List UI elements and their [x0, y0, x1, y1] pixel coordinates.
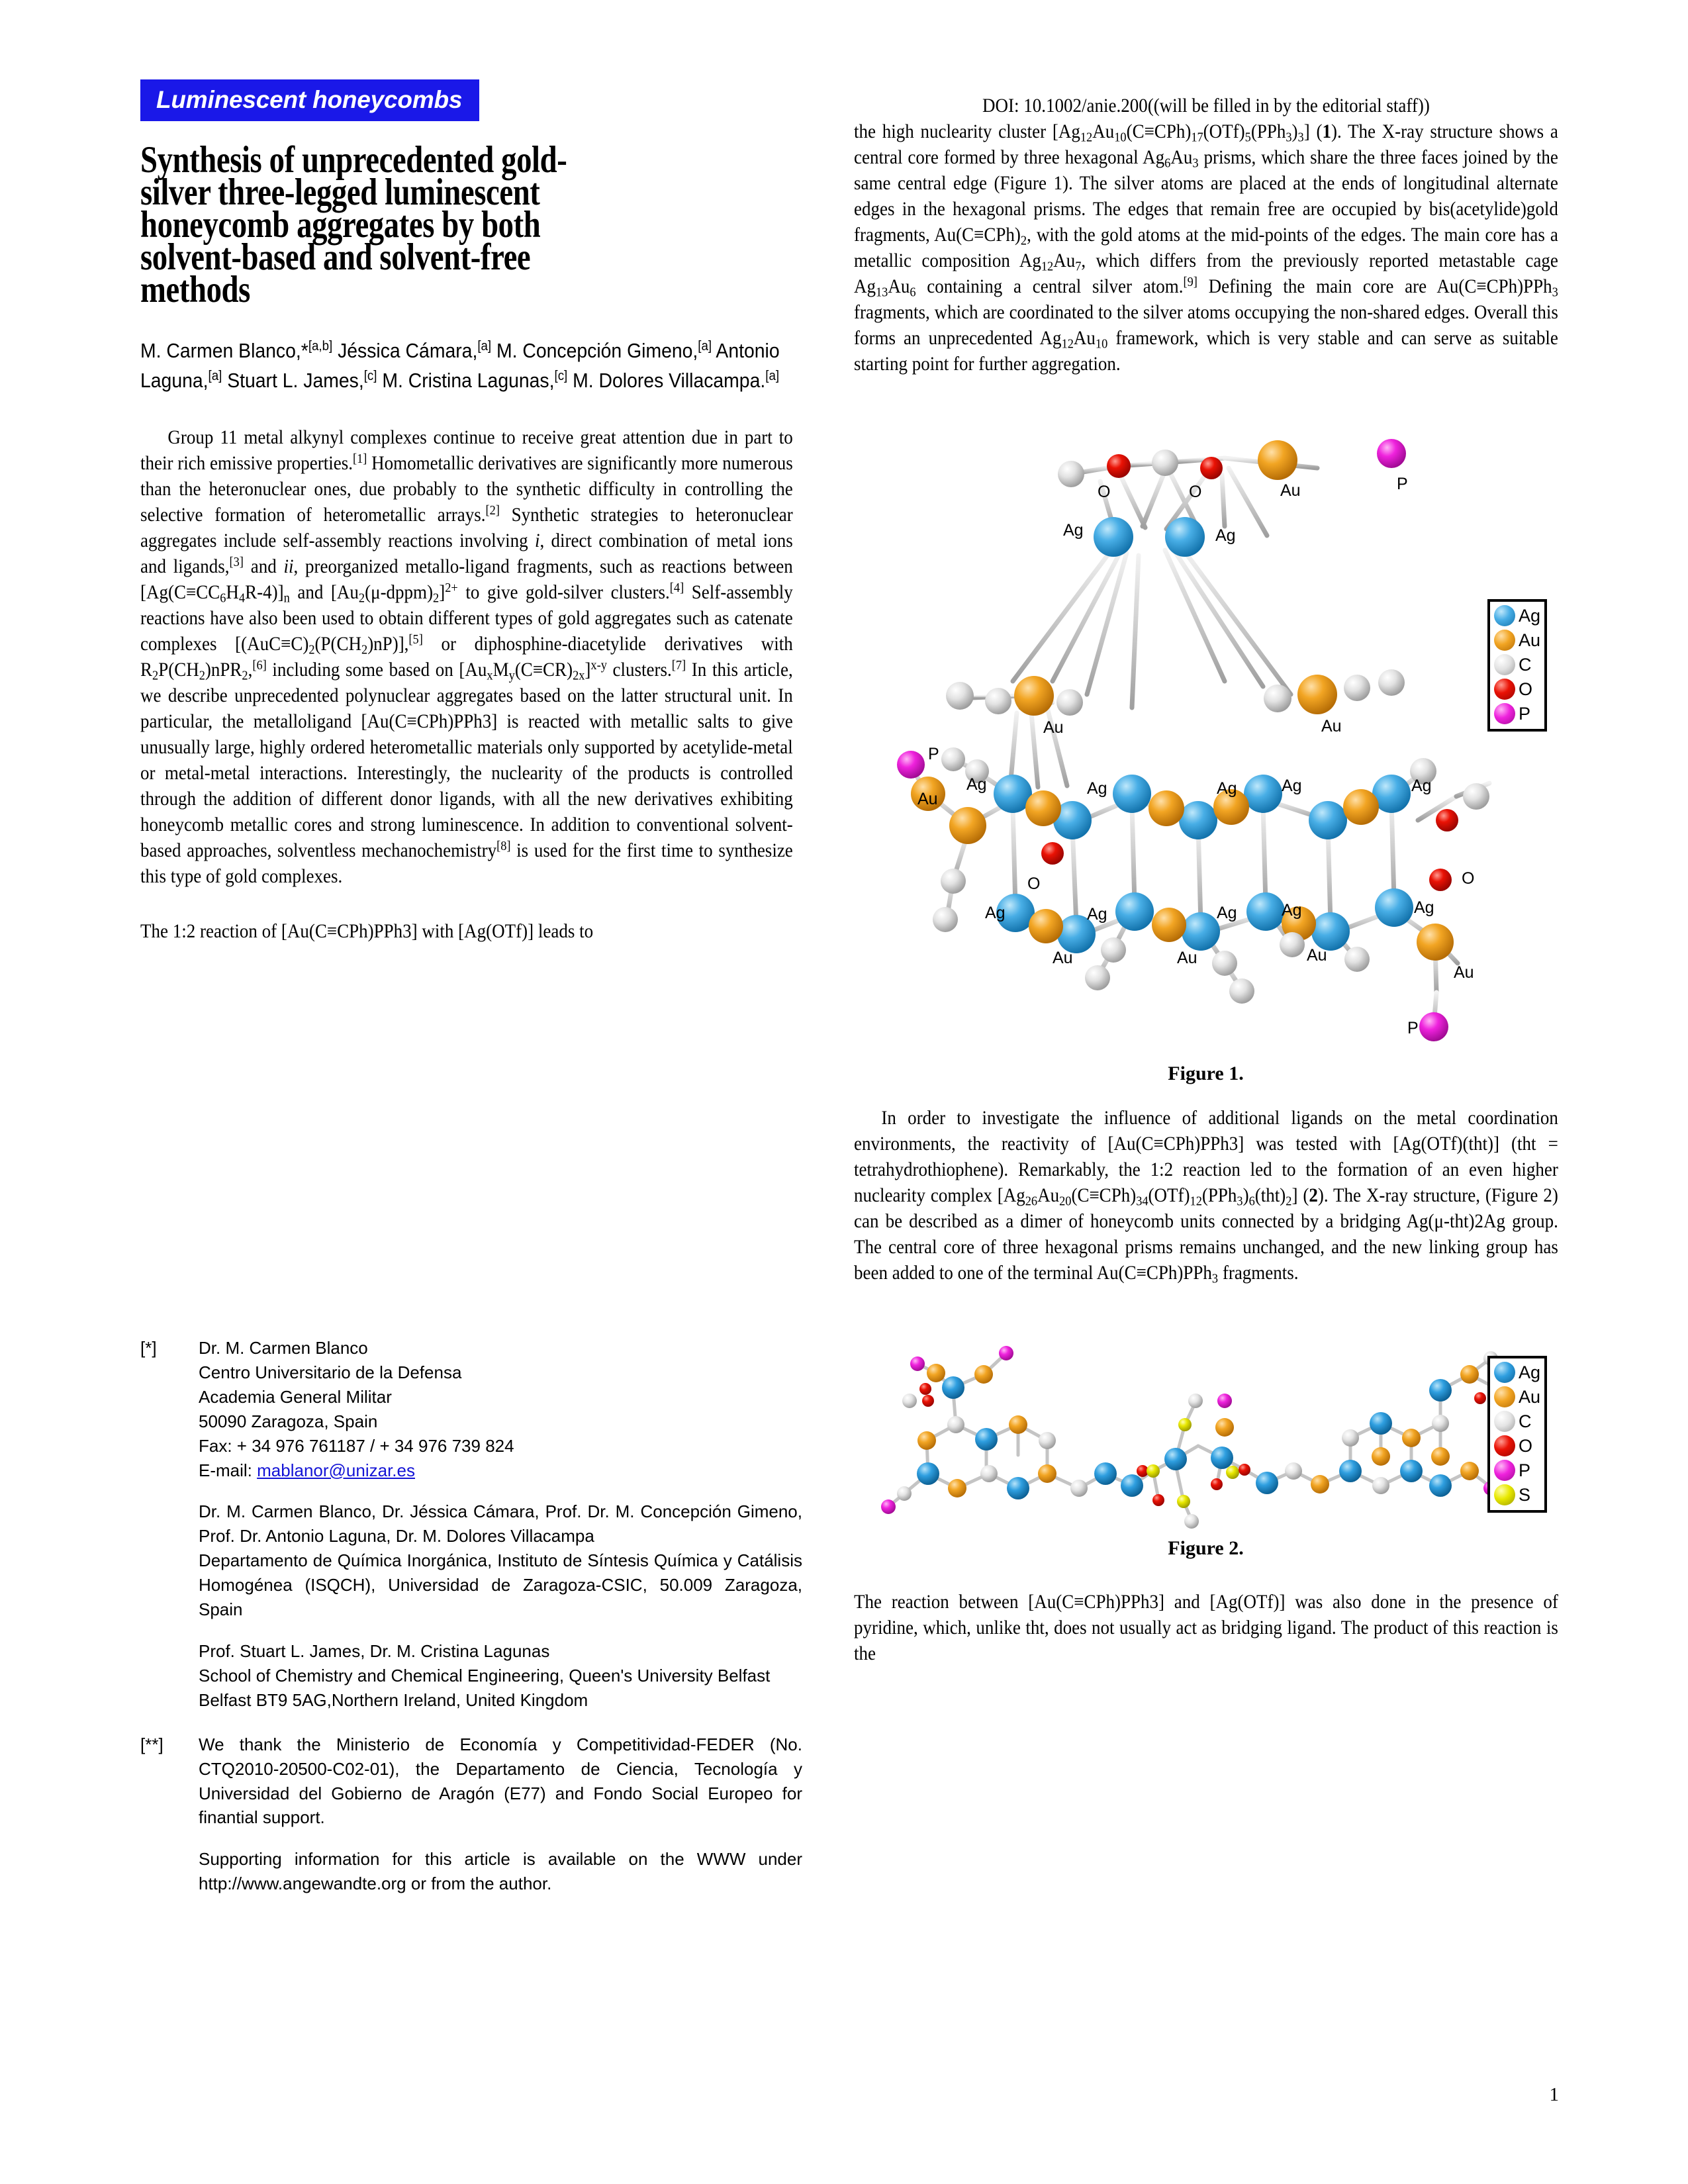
supporting-info-text: Supporting information for this article is available on the WWW under http://www.angewandte.org or from the author. [199, 1849, 802, 1894]
svg-text:Au: Au [1454, 963, 1474, 982]
footnote-acknowledgment [140, 1733, 802, 1896]
svg-text:Ag: Ag [985, 904, 1006, 922]
affiliation-a-names: Dr. M. Carmen Blanco, Dr. Jéssica Cámara, Prof. Dr. M. Concepción Gimeno, Prof. Dr. Antonio Laguna, Dr. M. Dolores Villacampa [199, 1501, 802, 1546]
legend-label-o: O [1518, 679, 1532, 699]
legend-item-c [1494, 653, 1540, 676]
figure-1-legend [1487, 599, 1547, 732]
legend2-item-o [1494, 1435, 1540, 1457]
figure-2-structure [854, 1308, 1558, 1533]
svg-text:P: P [1397, 475, 1408, 493]
contact-email-line [199, 1458, 802, 1483]
title-line-2: silver three-legged luminescent [140, 171, 540, 214]
legend2-item-ag [1494, 1361, 1540, 1384]
footnote-marker-star: [*] [140, 1338, 157, 1358]
legend-label-au: Au [1518, 630, 1540, 650]
legend-item-au [1494, 629, 1540, 651]
legend2-item-c [1494, 1410, 1540, 1433]
legend2-item-p [1494, 1459, 1540, 1482]
figure-2-legend [1487, 1356, 1547, 1513]
doi-line: DOI: 10.1002/anie.200((will be filled in by the editorial staff)) [982, 95, 1430, 117]
sphere-ag-icon [1494, 605, 1515, 626]
affiliation-c-address: Belfast BT9 5AG,Northern Ireland, United Kingdom [199, 1689, 588, 1710]
svg-text:Ag: Ag [1411, 777, 1432, 795]
figure-2-caption: Figure 2. [1168, 1537, 1244, 1559]
right-paragraph-3: The reaction between [Au(C≡CPh)PPh3] and [Ag(OTf)] was also done in the presence of pyridine, which, unlike tht, does not usually act as bridging ligand. The product of this reaction is the [854, 1591, 1558, 1664]
svg-text:Ag: Ag [1215, 526, 1236, 545]
svg-text:O: O [1189, 483, 1202, 501]
svg-text:Ag: Ag [1087, 905, 1107, 924]
legend-label-p: P [1518, 703, 1530, 724]
keyword-banner: Luminescent honeycombs [140, 79, 479, 121]
contact-fax: Fax: + 34 976 761187 / + 34 976 739 824 [199, 1435, 514, 1456]
footnote-marker-doublestar: [**] [140, 1734, 164, 1754]
right-paragraph-1: the high nuclearity cluster $[Ag_{12}Au_{10}(C\equiv CPh)_{17}(OTf)_5(PPh_3)_3]$ (1). The X-ray structure shows a central core formed by three hexagonal $Ag_6Au_3$ prisms, which share the three faces joined by the same central edge (Figure 1). The silver atoms are placed at the ends of longitudinal alternate edges in the hexagonal prisms. The edges that remain free are occupied by bis(acetylide)gold fragments, $Au(C\equiv CPh)_2$, with the gold atoms at the mid-points of the edges. The main core has a metallic composition $Ag_{12}Au_7$, which differs from the previously reported metastable cage $Ag_{13}Au_6$ containing a central silver atom.[9] Defining the main core are Au(C≡CPh)PPh$_3$ fragments, which are coordinated to the silver atoms occupying the non-shared edges. Overall this forms an unprecedented $Ag_{12}Au_{10}$ framework, which is very stable and can serve as suitable starting point for further aggregation. [854, 120, 1558, 375]
legend-item-p [1494, 702, 1540, 725]
legend2-label-o: O [1518, 1435, 1532, 1456]
svg-text:Au: Au [1307, 946, 1327, 965]
title-line-1: Synthesis of unprecedented gold- [140, 139, 567, 181]
svg-text:Ag: Ag [966, 775, 987, 794]
right-column [854, 93, 1558, 1666]
sphere-ag-icon [1494, 1362, 1515, 1383]
sphere-c-icon [1494, 1411, 1515, 1432]
sphere-s-icon [1494, 1484, 1515, 1505]
legend2-label-au: Au [1518, 1386, 1540, 1407]
figure-1-caption: Figure 1. [1168, 1063, 1244, 1084]
legend-label-c: C [1518, 654, 1532, 675]
svg-text:Ag: Ag [1414, 898, 1434, 917]
figure-1-structure [854, 397, 1558, 1059]
svg-text:Ag: Ag [1282, 777, 1302, 795]
sphere-au-icon [1494, 630, 1515, 651]
legend2-label-p: P [1518, 1460, 1530, 1480]
title-line-3: honeycomb aggregates by both [140, 204, 541, 246]
affiliation-c-school: School of Chemistry and Chemical Engineering, Queen's University Belfast [199, 1665, 771, 1685]
legend-item-ag [1494, 604, 1540, 627]
contact-institute: Centro Universitario de la Defensa [199, 1362, 462, 1382]
page-title [140, 139, 787, 311]
legend2-label-s: S [1518, 1484, 1530, 1505]
title-line-5: methods [140, 269, 250, 311]
legend2-item-au [1494, 1386, 1540, 1408]
figure-1-atom-labels [917, 475, 1474, 1037]
svg-text:Ag: Ag [1217, 904, 1237, 922]
figure-2 [854, 1308, 1558, 1533]
contact-academy: Academia General Militar [199, 1386, 392, 1407]
svg-text:Au: Au [1053, 949, 1073, 967]
svg-text:Au: Au [1177, 949, 1197, 967]
sphere-p-icon [1494, 1460, 1515, 1481]
svg-text:Ag: Ag [1087, 779, 1107, 798]
legend2-label-ag: Ag [1518, 1362, 1540, 1382]
svg-text:O: O [1098, 483, 1111, 501]
email-label: E-mail: [199, 1460, 258, 1480]
email-link[interactable]: mablanor@unizar.es [257, 1460, 415, 1480]
legend2-label-c: C [1518, 1411, 1532, 1431]
reaction-paragraph: The 1:2 reaction of [Au(C≡CPh)PPh3] with [Ag(OTf)] leads to [140, 920, 594, 943]
page-number: 1 [1549, 2084, 1559, 2105]
sphere-o-icon [1494, 1435, 1515, 1456]
figure-1 [854, 397, 1558, 1059]
svg-text:O: O [1027, 875, 1041, 893]
svg-text:O: O [1462, 869, 1475, 888]
svg-text:Au: Au [917, 790, 938, 808]
legend2-item-s [1494, 1484, 1540, 1506]
sphere-au-icon [1494, 1386, 1515, 1407]
svg-text:Au: Au [1043, 718, 1064, 737]
intro-paragraph: Group 11 metal alkynyl complexes continue to receive great attention due in part to their rich emissive properties.[1] Homometallic derivatives are significantly more numerous than the heteronuclear ones, due probably to the synthetic difficulty in controlling the selective formation of heterometallic arrays.[2] Synthetic strategies to heteronuclear aggregates include self-assembly reactions involving i, direct combination of metal ions and ligands,[3] and ii, preorganized metallo-ligand fragments, such as reactions between $[Ag(C\equiv CC_6H_4R-4)]_n$ and $[Au_2(\mu-dppm)_2]^{2+}$ to give gold-silver clusters.[4] Self-assembly reactions have also been used to obtain different types of gold aggregates such as catenate complexes $[(AuC\equiv C)_2(P(CH_2)nP)],[5]$ or diphosphine-diacetylide derivatives with $R_2P(CH_2)nPR_2,[6]$ including some based on $[Au_xM_y(C\equiv CR)_{2x}]^{x-y}$ clusters.[7] In this article, we describe unprecedented polynuclear aggregates based on the latter structural unit. In particular, the metalloligand [Au(C≡CPh)PPh3] is reacted with metallic salts to give unusually large, highly ordered heterometallic materials only supported by acetylide-metal or metal-metal interactions. Interestingly, the nuclearity of the products is controlled through the addition of different donor ligands, with all the new derivatives exhibiting honeycomb metallic cores and strong luminescence. In addition to conventional solvent-based approaches, solventless mechanochemistry[8] is used for the first time to synthesize this type of gold complexes. [140, 426, 793, 888]
right-paragraph-2: In order to investigate the influence of additional ligands on the metal coordination environments, the reactivity of [Au(C≡CPh)PPh3] was tested with [Ag(OTf)(tht)] (tht = tetrahydrothiophene). Remarkably, the 1:2 reaction led to the formation of an even higher nuclearity complex $[Ag_{26}Au_{20}(C\equiv CPh)_{34}(OTf)_{12}(PPh_3)_6(tht)_2]$ (2). The X-ray structure, (Figure 2) can be described as a dimer of honeycomb units connected by a bridging Ag(μ-tht)2Ag group. The central core of three hexagonal prisms remains unchanged, and the new linking group has been added to one of the terminal Au(C≡CPh)PPh$_3$ fragments. [854, 1107, 1558, 1286]
left-column [140, 79, 792, 944]
affiliation-c-names: Prof. Stuart L. James, Dr. M. Cristina Lagunas [199, 1640, 550, 1661]
svg-text:Au: Au [1280, 481, 1301, 500]
contact-city: 50090 Zaragoza, Spain [199, 1411, 378, 1431]
svg-text:Ag: Ag [1063, 521, 1084, 540]
author-list: M. Carmen Blanco,*[a,b] Jéssica Cámara,[a] M. Concepción Gimeno,[a] Antonio Laguna,[a] Stuart L. James,[c] M. Cristina Lagunas,[c] M. Dolores Villacampa.[a] [140, 338, 780, 392]
figure-2-atoms [881, 1346, 1519, 1529]
legend-item-o [1494, 678, 1540, 700]
sphere-p-icon [1494, 703, 1515, 724]
svg-text:Au: Au [1321, 717, 1342, 736]
svg-text:P: P [1407, 1019, 1419, 1037]
footnote-address [140, 1336, 802, 1713]
title-line-4: solvent-based and solvent-free [140, 236, 531, 279]
svg-text:Ag: Ag [1282, 901, 1302, 920]
svg-text:Ag: Ag [1217, 779, 1237, 798]
contact-name: Dr. M. Carmen Blanco [199, 1338, 368, 1358]
affiliation-a-address: Departamento de Química Inorgánica, Instituto de Síntesis Química y Catálisis Homogénea (ISQCH), Universidad de Zaragoza-CSIC, 50.009 Zaragoza, Spain [199, 1550, 802, 1620]
footnote-block [140, 1336, 802, 1896]
sphere-c-icon [1494, 654, 1515, 675]
svg-text:P: P [928, 745, 939, 763]
legend-label-ag: Ag [1518, 605, 1540, 626]
sphere-o-icon [1494, 679, 1515, 700]
funding-text: We thank the Ministerio de Economía y Competitividad-FEDER (No. CTQ2010-20500-C02-01), the Departamento de Ciencia, Tecnología y Universidad del Gobierno de Aragón (E77) and Fondo Social Europeo for finantial support. [199, 1734, 802, 1828]
